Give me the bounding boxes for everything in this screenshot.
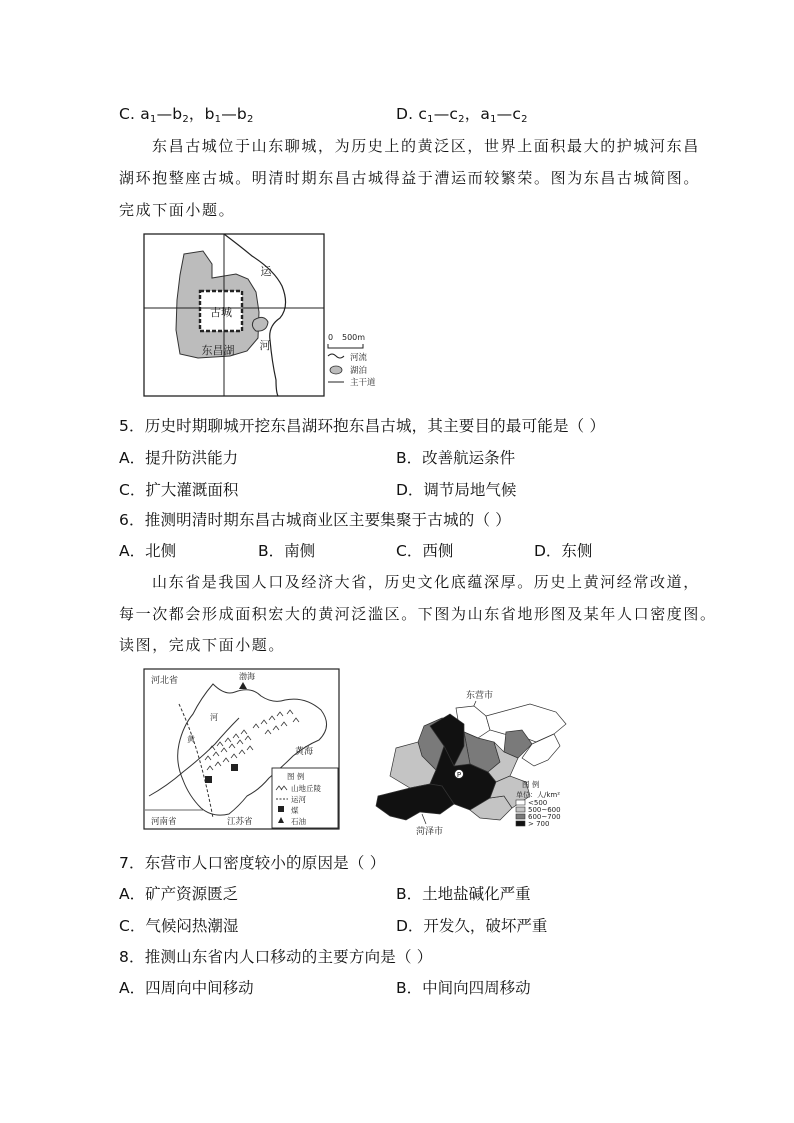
- q7-option-c[interactable]: C．气候闷热潮湿: [119, 917, 239, 935]
- scale-bar: [328, 344, 363, 348]
- q8-option-a[interactable]: A．四周向中间移动: [119, 979, 254, 997]
- option-letter: D.: [396, 105, 414, 123]
- prev-option-c: [119, 102, 254, 125]
- term: c: [418, 105, 428, 123]
- term: —b: [221, 105, 247, 123]
- passage2-line-3: 读图，完成下面小题。: [119, 636, 286, 654]
- label-river-he: 河: [210, 713, 218, 722]
- label-dongchang-lake: 东昌湖: [201, 344, 235, 357]
- legend-river: 河流: [350, 353, 368, 363]
- coal-icon: [205, 776, 212, 783]
- label-henan: 河南省: [151, 817, 177, 827]
- term: —c: [433, 105, 459, 123]
- label-yellow-sea: 黄海: [295, 747, 314, 757]
- subscript: 1: [490, 114, 497, 125]
- label-bohai: 渤海: [239, 672, 255, 681]
- q7-option-b[interactable]: B．土地盐碱化严重: [396, 885, 531, 903]
- label-ancient-city: 古城: [210, 306, 232, 319]
- prev-option-d: [396, 102, 528, 125]
- subscript: 2: [521, 114, 528, 125]
- coal-icon: [231, 764, 238, 771]
- label-river-huang: 黄: [187, 735, 195, 744]
- q8-stem: 8．推测山东省内人口移动的主要方向是（ ）: [119, 948, 433, 966]
- leader-line: [422, 814, 426, 824]
- passage2-line-2: 每一次都会形成面积宏大的黄河泛滥区。下图为山东省地形图及某年人口密度图。: [119, 605, 717, 623]
- scale-zero: 0: [328, 333, 334, 342]
- subscript: 2: [246, 114, 254, 125]
- term: —c: [496, 105, 522, 123]
- legend-oil: 石油: [291, 817, 306, 826]
- legend-hills: 山地丘陵: [291, 784, 321, 793]
- option-text: [418, 105, 527, 123]
- legend-main-road: 主干道: [350, 378, 376, 388]
- label-hebei: 河北省: [151, 676, 179, 686]
- legend-class: 500~600: [528, 806, 561, 814]
- dongchang-map: [140, 230, 390, 400]
- scale-length: 500m: [342, 333, 366, 342]
- population-density-map: [370, 686, 575, 838]
- term: a: [140, 105, 150, 123]
- q5-option-a[interactable]: A．提升防洪能力: [119, 449, 239, 467]
- passage1-line-2: 湖环抱整座古城。明清时期东昌古城得益于漕运而较繁荣。图为东昌古城简图。: [119, 169, 701, 187]
- term: ，b: [188, 105, 215, 123]
- legend-swatch: [516, 814, 525, 819]
- q8-option-b[interactable]: B．中间向四周移动: [396, 979, 531, 997]
- q6-option-d[interactable]: D．东侧: [534, 542, 593, 560]
- legend-title: 图 例: [287, 772, 305, 781]
- q5-option-c[interactable]: C．扩大灌溉面积: [119, 481, 239, 499]
- label-heze: 菏泽市: [416, 827, 444, 837]
- legend-canal: 运河: [291, 795, 306, 804]
- q7-stem: 7．东营市人口密度较小的原因是（ ）: [119, 854, 386, 872]
- legend-class: > 700: [528, 820, 550, 828]
- legend-swatch: [516, 807, 525, 812]
- passage1-line-1: 东昌古城位于山东聊城，为历史上的黄泛区，世界上面积最大的护城河东昌: [152, 137, 700, 155]
- q5-option-d[interactable]: D．调节局地气候: [396, 481, 517, 499]
- q6-option-c[interactable]: C．西侧: [396, 542, 454, 560]
- q6-option-b[interactable]: B．南侧: [258, 542, 316, 560]
- legend-class: <500: [528, 799, 548, 807]
- legend-coal: 煤: [291, 806, 299, 815]
- subscript: 1: [214, 114, 222, 125]
- label-dongying: 东营市: [466, 691, 494, 701]
- river-legend-icon: [328, 354, 344, 358]
- label-p: P: [456, 771, 462, 779]
- legend-swatch: [516, 800, 525, 805]
- subscript: 1: [427, 114, 434, 125]
- lake-legend-icon: [330, 366, 342, 374]
- q6-option-a[interactable]: A．北侧: [119, 542, 177, 560]
- passage1-line-3: 完成下面小题。: [119, 201, 236, 219]
- subscript: 1: [150, 114, 157, 125]
- option-letter: C.: [119, 105, 136, 123]
- subscript: 2: [182, 114, 189, 125]
- label-jiangsu: 江苏省: [227, 817, 253, 827]
- q7-option-d[interactable]: D．开发久，破坏严重: [396, 917, 548, 935]
- q6-stem: 6．推测明清时期东昌古城商业区主要集聚于古城的（ ）: [119, 511, 511, 529]
- subscript: 2: [458, 114, 465, 125]
- legend-title: 图 例: [522, 780, 540, 789]
- density-legend: [516, 799, 561, 828]
- shandong-topo-map: [143, 668, 340, 830]
- coal-legend-icon: [278, 806, 284, 812]
- option-text: [140, 105, 253, 123]
- legend-swatch: [516, 821, 525, 826]
- q7-option-a[interactable]: A．矿产资源匮乏: [119, 885, 239, 903]
- legend-class: 600~700: [528, 813, 561, 821]
- legend-unit: 单位：人/km²: [516, 791, 561, 799]
- term: ，a: [464, 105, 491, 123]
- legend-lake: 湖泊: [350, 366, 368, 376]
- label-canal-1: 运: [260, 265, 272, 278]
- label-canal-2: 河: [259, 339, 271, 352]
- q5-option-b[interactable]: B．改善航运条件: [396, 449, 516, 467]
- q5-stem: 5．历史时期聊城开挖东昌湖环抱东昌古城，其主要目的最可能是（ ）: [119, 417, 606, 435]
- term: —b: [156, 105, 183, 123]
- passage2-line-1: 山东省是我国人口及经济大省，历史文化底蕴深厚。历史上黄河经常改道，: [152, 573, 700, 591]
